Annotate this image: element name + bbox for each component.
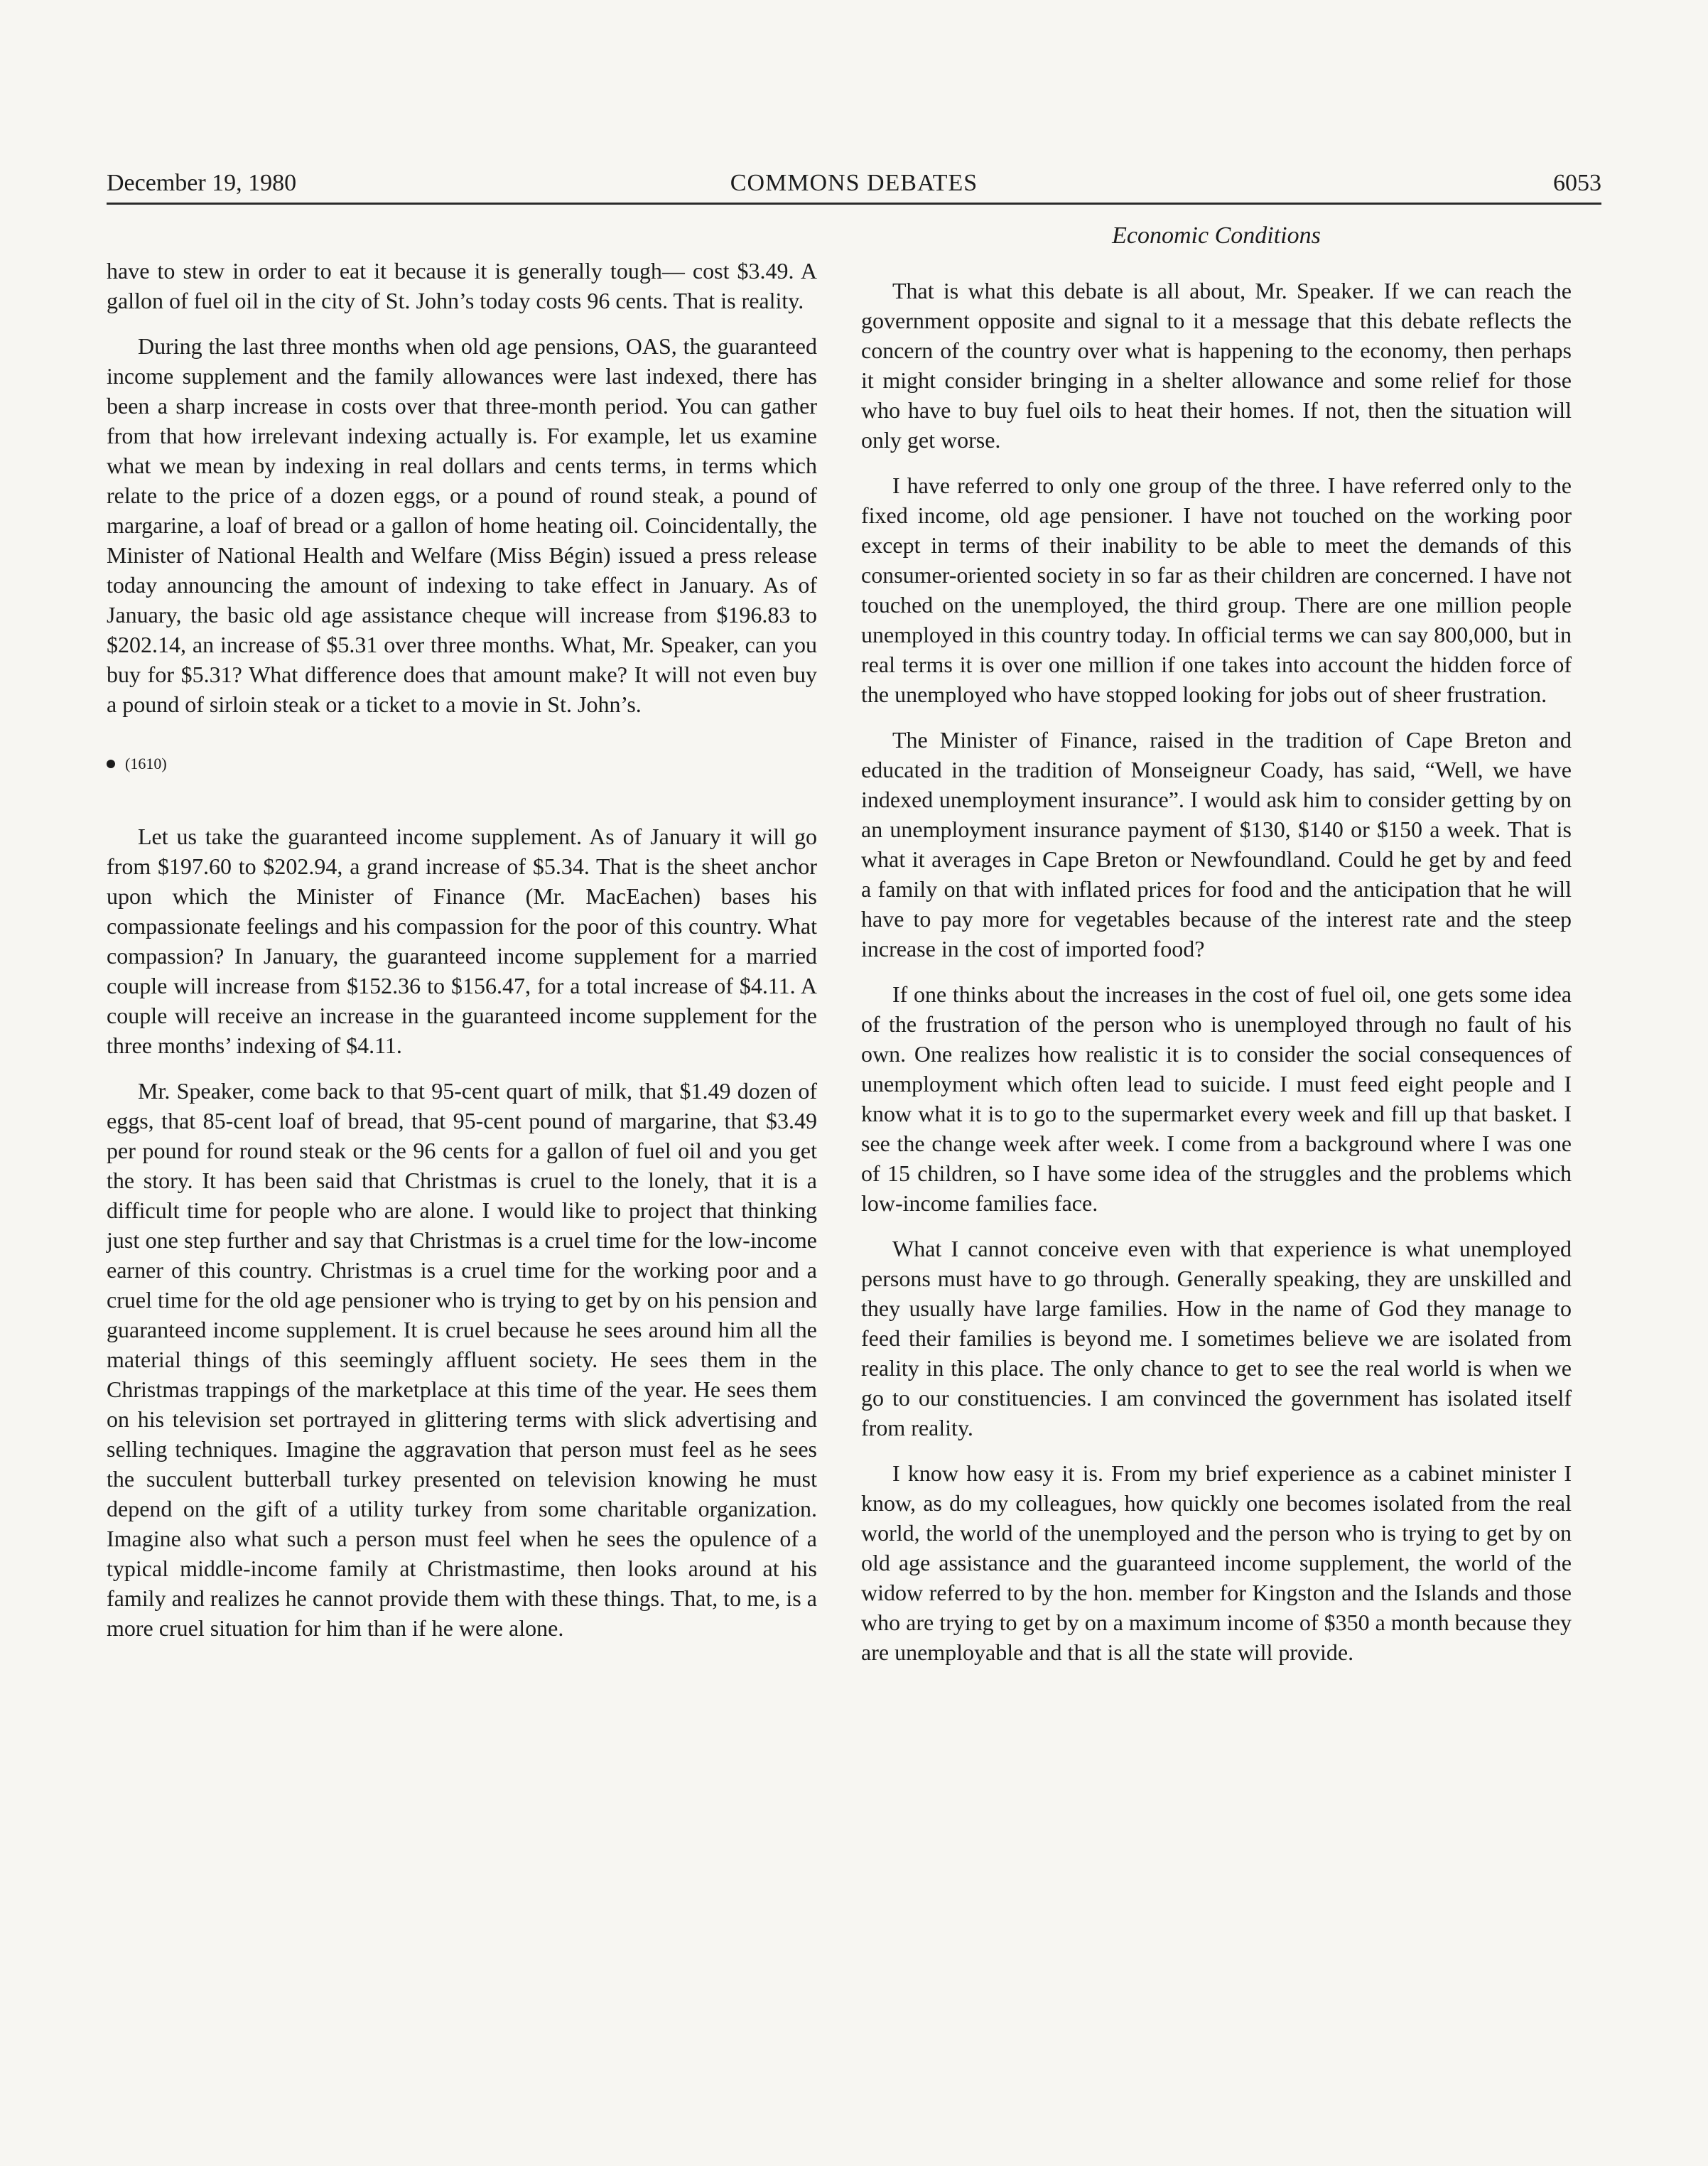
right-column	[861, 276, 1572, 1683]
paragraph: Mr. Speaker, come back to that 95-cent quart of milk, that $1.49 dozen of eggs, that 85-cent loaf of bread, that 95-cent pound of margarine, that $3.49 per pound for round steak or the 96 cents for a gallon of fuel oil and you get the story. It has been said that Christmas is cruel to the lonely, that it is a difficult time for people who are alone. I would like to project that thinking just one step further and say that Christmas is a cruel time for the low-income earner of this country. Christmas is a cruel time for the working poor and a cruel time for the old age pensioner who is trying to get by on his pension and guaranteed income supplement. It is cruel because he sees around him all the material things of this seemingly affluent society. He sees them in the Christmas trappings of the marketplace at this time of the year. He sees them on his television set portrayed in glittering terms with slick advertising and selling techniques. Imagine the aggravation that person must feel as he sees the succulent butterball turkey presented on television knowing he must depend on the gift of a utility turkey from some charitable organization. Imagine also what such a person must feel when he sees the opulence of a typical middle-income family at Christmastime, then looks around at his family and realizes he cannot provide them with these things. That, to me, is a more cruel situation for him than if he were alone.	[107, 1078, 817, 1641]
time-marker	[107, 753, 817, 775]
header-rule	[107, 203, 1601, 205]
paragraph: Let us take the guaranteed income supplement. As of January it will go from $197.60 to $202.94, a grand increase of $5.34. That is the sheet anchor upon which the Minister of Finance (Mr. MacEachen) bases his compassionate feelings and his compassion for the poor of this country. What compassion? In January, the guaranteed income supplement for a married couple will increase from $152.36 to $156.47, for a total increase of $4.11. A couple will receive an increase in the guaranteed income supplement for the three months’ indexing of $4.11.	[107, 824, 817, 1058]
paragraph: I know how easy it is. From my brief experience as a cabinet minister I know, as do my colleagues, how quickly one becomes isolated from the real world, the world of the unemployed and the person who is trying to get by on old age assistance and the guaranteed income supplement, the world of the widow referred to by the hon. member for Kingston and the Islands and those who are trying to get by on a maximum income of $350 a month because they are unemployable and that is all the state will provide.	[861, 1460, 1572, 1665]
header-date: December 19, 1980	[107, 170, 297, 196]
header-title: COMMONS DEBATES	[730, 170, 978, 196]
paragraph: What I cannot conceive even with that experience is what unemployed persons must have to go through. Generally speaking, they are unskilled and they usually have large families. How in the name of God they manage to feed their families is beyond me. I sometimes believe we are isolated from reality in this place. The only chance to get to see the real world is when we go to our constituencies. I am convinced the government has isolated itself from reality.	[861, 1236, 1572, 1440]
paragraph: I have referred to only one group of the three. I have referred only to the fixed income, old age pensioner. I have not touched on the working poor except in terms of their inability to be able to meet the demands of this consumer-oriented society in so far as their children are concerned. I have not touched on the unemployed, the third group. There are one million people unemployed in this country today. In official terms we can say 800,000, but in real terms it is over one million if one takes into account the hidden force of the unemployed who have stopped looking for jobs out of sheer frustration.	[861, 473, 1572, 707]
section-heading: Economic Conditions	[1112, 222, 1321, 249]
paragraph: That is what this debate is all about, Mr. Speaker. If we can reach the government opposite and signal to it a message that this debate reflects the concern of the country over what is happening to the economy, then perhaps it might consider bringing in a shelter allowance and some relief for those who have to buy fuel oils to heat their homes. If not, then the situation will only get worse.	[861, 278, 1572, 453]
paragraph: During the last three months when old age pensions, OAS, the guaranteed income supplement and the family allowances were last indexed, there has been a sharp increase in costs over that three-month period. You can gather from that how irrelevant indexing actually is. For example, let us examine what we mean by indexing in real dollars and cents terms, in terms which relate to the price of a dozen eggs, or a pound of round steak, a pound of margarine, a loaf of bread or a gallon of home heating oil. Coincidentally, the Minister of National Health and Welfare (Miss Bégin) issued a press release today announcing the amount of indexing to take effect in January. As of January, the basic old age assistance cheque will increase from $196.83 to $202.14, an increase of $5.31 over three months. What, Mr. Speaker, can you buy for $5.31? What difference does that amount make? It will not even buy a pound of sirloin steak or a ticket to a movie in St. John’s.	[107, 333, 817, 717]
paragraph: If one thinks about the increases in the cost of fuel oil, one gets some idea of the frustration of the person who is unemployed through no fault of his own. One realizes how realistic it is to consider the social consequences of unemployment which often lead to suicide. I must feed eight people and I know what it is to go to the supermarket every week and fill up that basket. I see the change week after week. I come from a background where I was one of 15 children, so I have some idea of the struggles and the problems which low-income families face.	[861, 981, 1572, 1216]
time-marker-label: (1610)	[125, 755, 167, 772]
bullet-icon	[107, 760, 115, 768]
left-column	[107, 256, 817, 1659]
header-page-number: 6053	[1553, 170, 1601, 196]
page-header	[107, 165, 1601, 202]
paragraph: have to stew in order to eat it because it is generally tough— cost $3.49. A gallon of fuel oil in the city of St. John’s today costs 96 cents. That is reality.	[107, 258, 817, 313]
paragraph: The Minister of Finance, raised in the tradition of Cape Breton and educated in the tradition of Monseigneur Coady, has said, “Well, we have indexed unemployment insurance”. I would ask him to consider getting by on an unemployment insurance payment of $130, $140 or $150 a week. That is what it averages in Cape Breton or Newfoundland. Could he get by and feed a family on that with inflated prices for food and the anticipation that he will have to pay more for vegetables because of the interest rate and the steep increase in the cost of imported food?	[861, 727, 1572, 961]
